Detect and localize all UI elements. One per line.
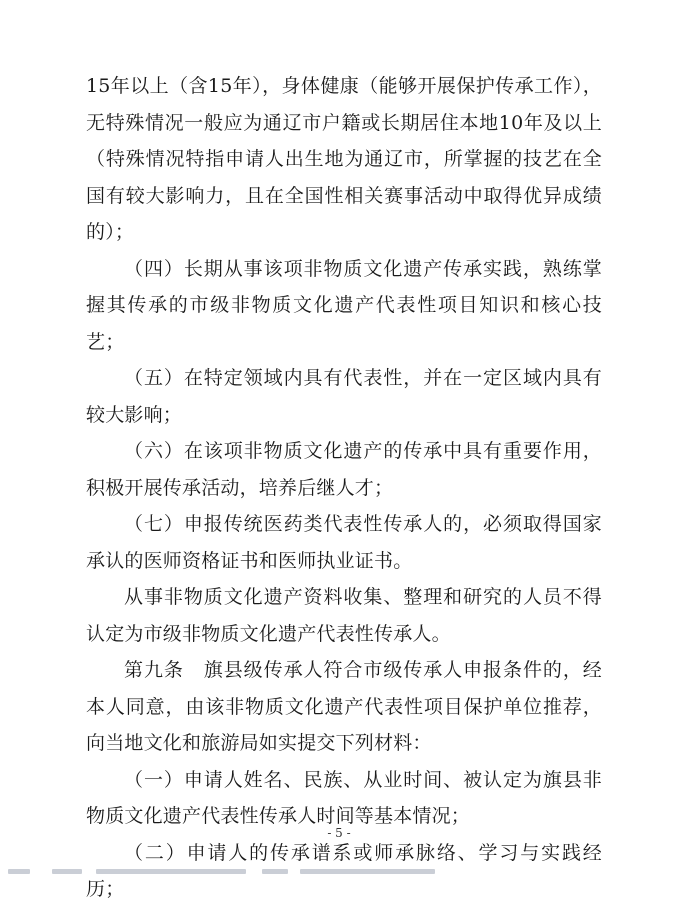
paragraph-article-9: 第九条 旗县级传承人符合市级传承人申报条件的，经本人同意，由该非物质文化遗产代表性项目保护单位推荐，向当地文化和旅游局如实提交下列材料： <box>86 659 602 754</box>
page-number: - 5 - <box>327 826 351 840</box>
paragraph-eligibility-continued: 15年以上（含15年），身体健康（能够开展保护传承工作），无特殊情况一般应为通辽市户籍或长期居住本地10年及以上（特殊情况特指申请人出生地为通辽市，所掌握的技艺在全国有较大影响力，且在全国性相关赛事活动中取得优异成绩的）； <box>86 75 602 243</box>
paragraph-material-2: （二）申请人的传承谱系或师承脉络、学习与实践经历； <box>86 841 602 900</box>
paragraph-item-5: （五）在特定领域内具有代表性，并在一定区域内具有较大影响； <box>86 367 602 426</box>
document-body <box>86 68 602 908</box>
paragraph-material-1: （一）申请人姓名、民族、从业时间、被认定为旗县非物质文化遗产代表性传承人时间等基本情况； <box>86 768 602 827</box>
scan-artifact <box>96 869 246 874</box>
paragraph-item-7: （七）申报传统医药类代表性传承人的，必须取得国家承认的医师资格证书和医师执业证书。 <box>86 513 602 572</box>
paragraph-item-4: （四）长期从事该项非物质文化遗产传承实践，熟练掌握其传承的市级非物质文化遗产代表性项目知识和核心技艺； <box>86 257 602 353</box>
paragraph-item-6: （六）在该项非物质文化遗产的传承中具有重要作用，积极开展传承活动，培养后继人才； <box>86 440 602 499</box>
scan-artifact <box>8 869 30 874</box>
scan-artifact <box>300 869 435 874</box>
paragraph-exclusion: 从事非物质文化遗产资料收集、整理和研究的人员不得认定为市级非物质文化遗产代表性传承人。 <box>86 586 602 645</box>
scan-artifact <box>262 869 288 874</box>
scan-artifact <box>52 869 82 874</box>
